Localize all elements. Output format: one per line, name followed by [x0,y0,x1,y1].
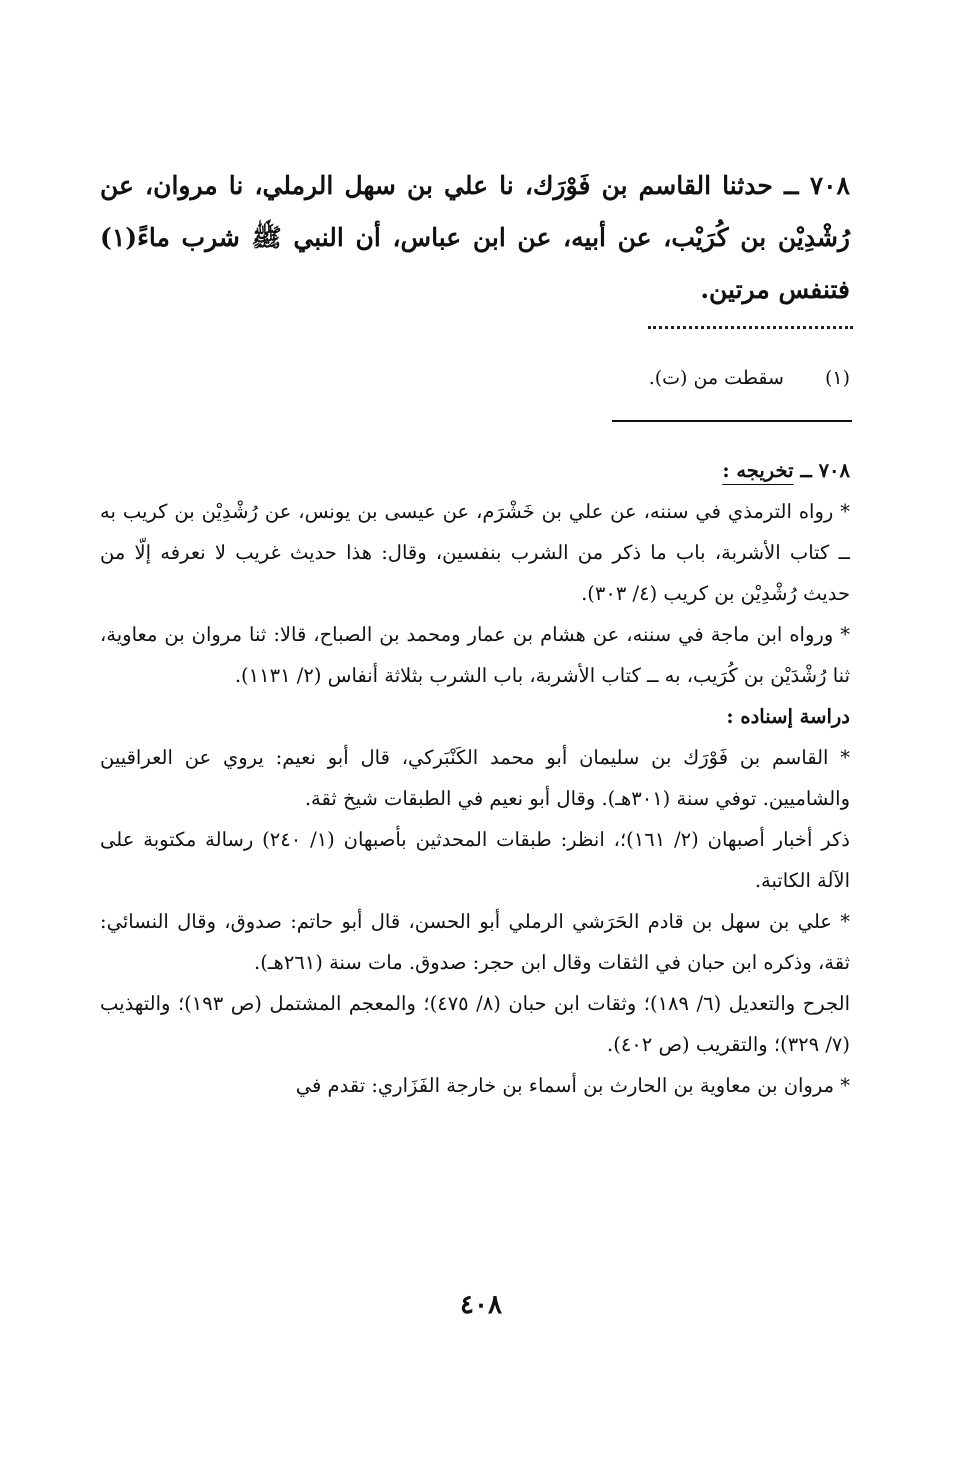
section-divider [612,420,852,422]
takhrij-number: ٧٠٨ ــ [800,459,850,482]
hadith-text-block [100,160,850,316]
takhrij-paragraph: * ورواه ابن ماجة في سننه، عن هشام بن عمار ومحمد بن الصباح، قالا: ثنا مروان بن معاوية، ثنا رُشْدَيْن بن كُرَيب، به ــ كتاب الأشربة، باب الشرب بثلاثة أنفاس (٢/ ١١٣١). [100,623,850,687]
dirasa-paragraph: الجرح والتعديل (٦/ ١٨٩)؛ وثقات ابن حبان (٨/ ٤٧٥)؛ والمعجم المشتمل (ص ١٩٣)؛ والتهذيب (٧/ ٣٢٩)؛ والتقريب (ص ٤٠٢). [100,992,850,1056]
takhrij-heading [100,450,850,491]
takhrij-paragraph: * رواه الترمذي في سننه، عن علي بن خَشْرَم، عن عيسى بن يونس، عن رُشْدِيْن بن كريب به ــ كتاب الأشربة، باب ما ذكر من الشرب بنفسين، وقال: هذا حديث غريب لا نعرفه إلّا من حديث رُشْدِيْن بن كريب (٤/ ٣٠٣). [100,500,850,605]
footnote-separator-dots [648,326,853,329]
footnote-number: (١) [824,367,850,389]
dirasa-paragraph: ذكر أخبار أصبهان (٢/ ١٦١)؛، انظر: طبقات المحدثين بأصبهان (١/ ٢٤٠) رسالة مكتوبة على الآلة الكاتبة. [100,828,850,892]
dirasa-paragraph: * علي بن سهل بن قادم الحَرَشي الرملي أبو الحسن، قال أبو حاتم: صدوق، وقال النسائي: ثقة، وذكره ابن حبان في الثقات وقال ابن حجر: صدوق. مات سنة (٢٦١هـ). [100,910,850,974]
footnote-text: سقطت من (ت). [648,367,784,389]
commentary-block [100,450,850,1106]
dirasa-paragraph: * القاسم بن فَوْرَك بن سليمان أبو محمد الكَنْبَركي، قال أبو نعيم: يروي عن العراقيين والشاميين. توفي سنة (٣٠١هـ). وقال أبو نعيم في الطبقات شيخ ثقة. [100,746,850,810]
dirasa-paragraph: * مروان بن معاوية بن الحارث بن أسماء بن خارجة الفَزَاري: تقدم في [295,1074,850,1097]
dirasa-title: دراسة إسناده : [726,705,850,728]
page-number: ٤٠٨ [460,1290,502,1320]
hadith-text: ٧٠٨ ــ حدثنا القاسم بن فَوْرَك، نا علي بن سهل الرملي، نا مروان، عن رُشْدِيْن بن كُرَيْب، عن أبيه، عن ابن عباس، أن النبي ﷺ شرب ماءً(١) فتنفس مرتين. [100,171,850,304]
footnote [400,362,850,394]
takhrij-title: تخريجه : [722,459,794,482]
dirasa-heading [100,696,850,737]
